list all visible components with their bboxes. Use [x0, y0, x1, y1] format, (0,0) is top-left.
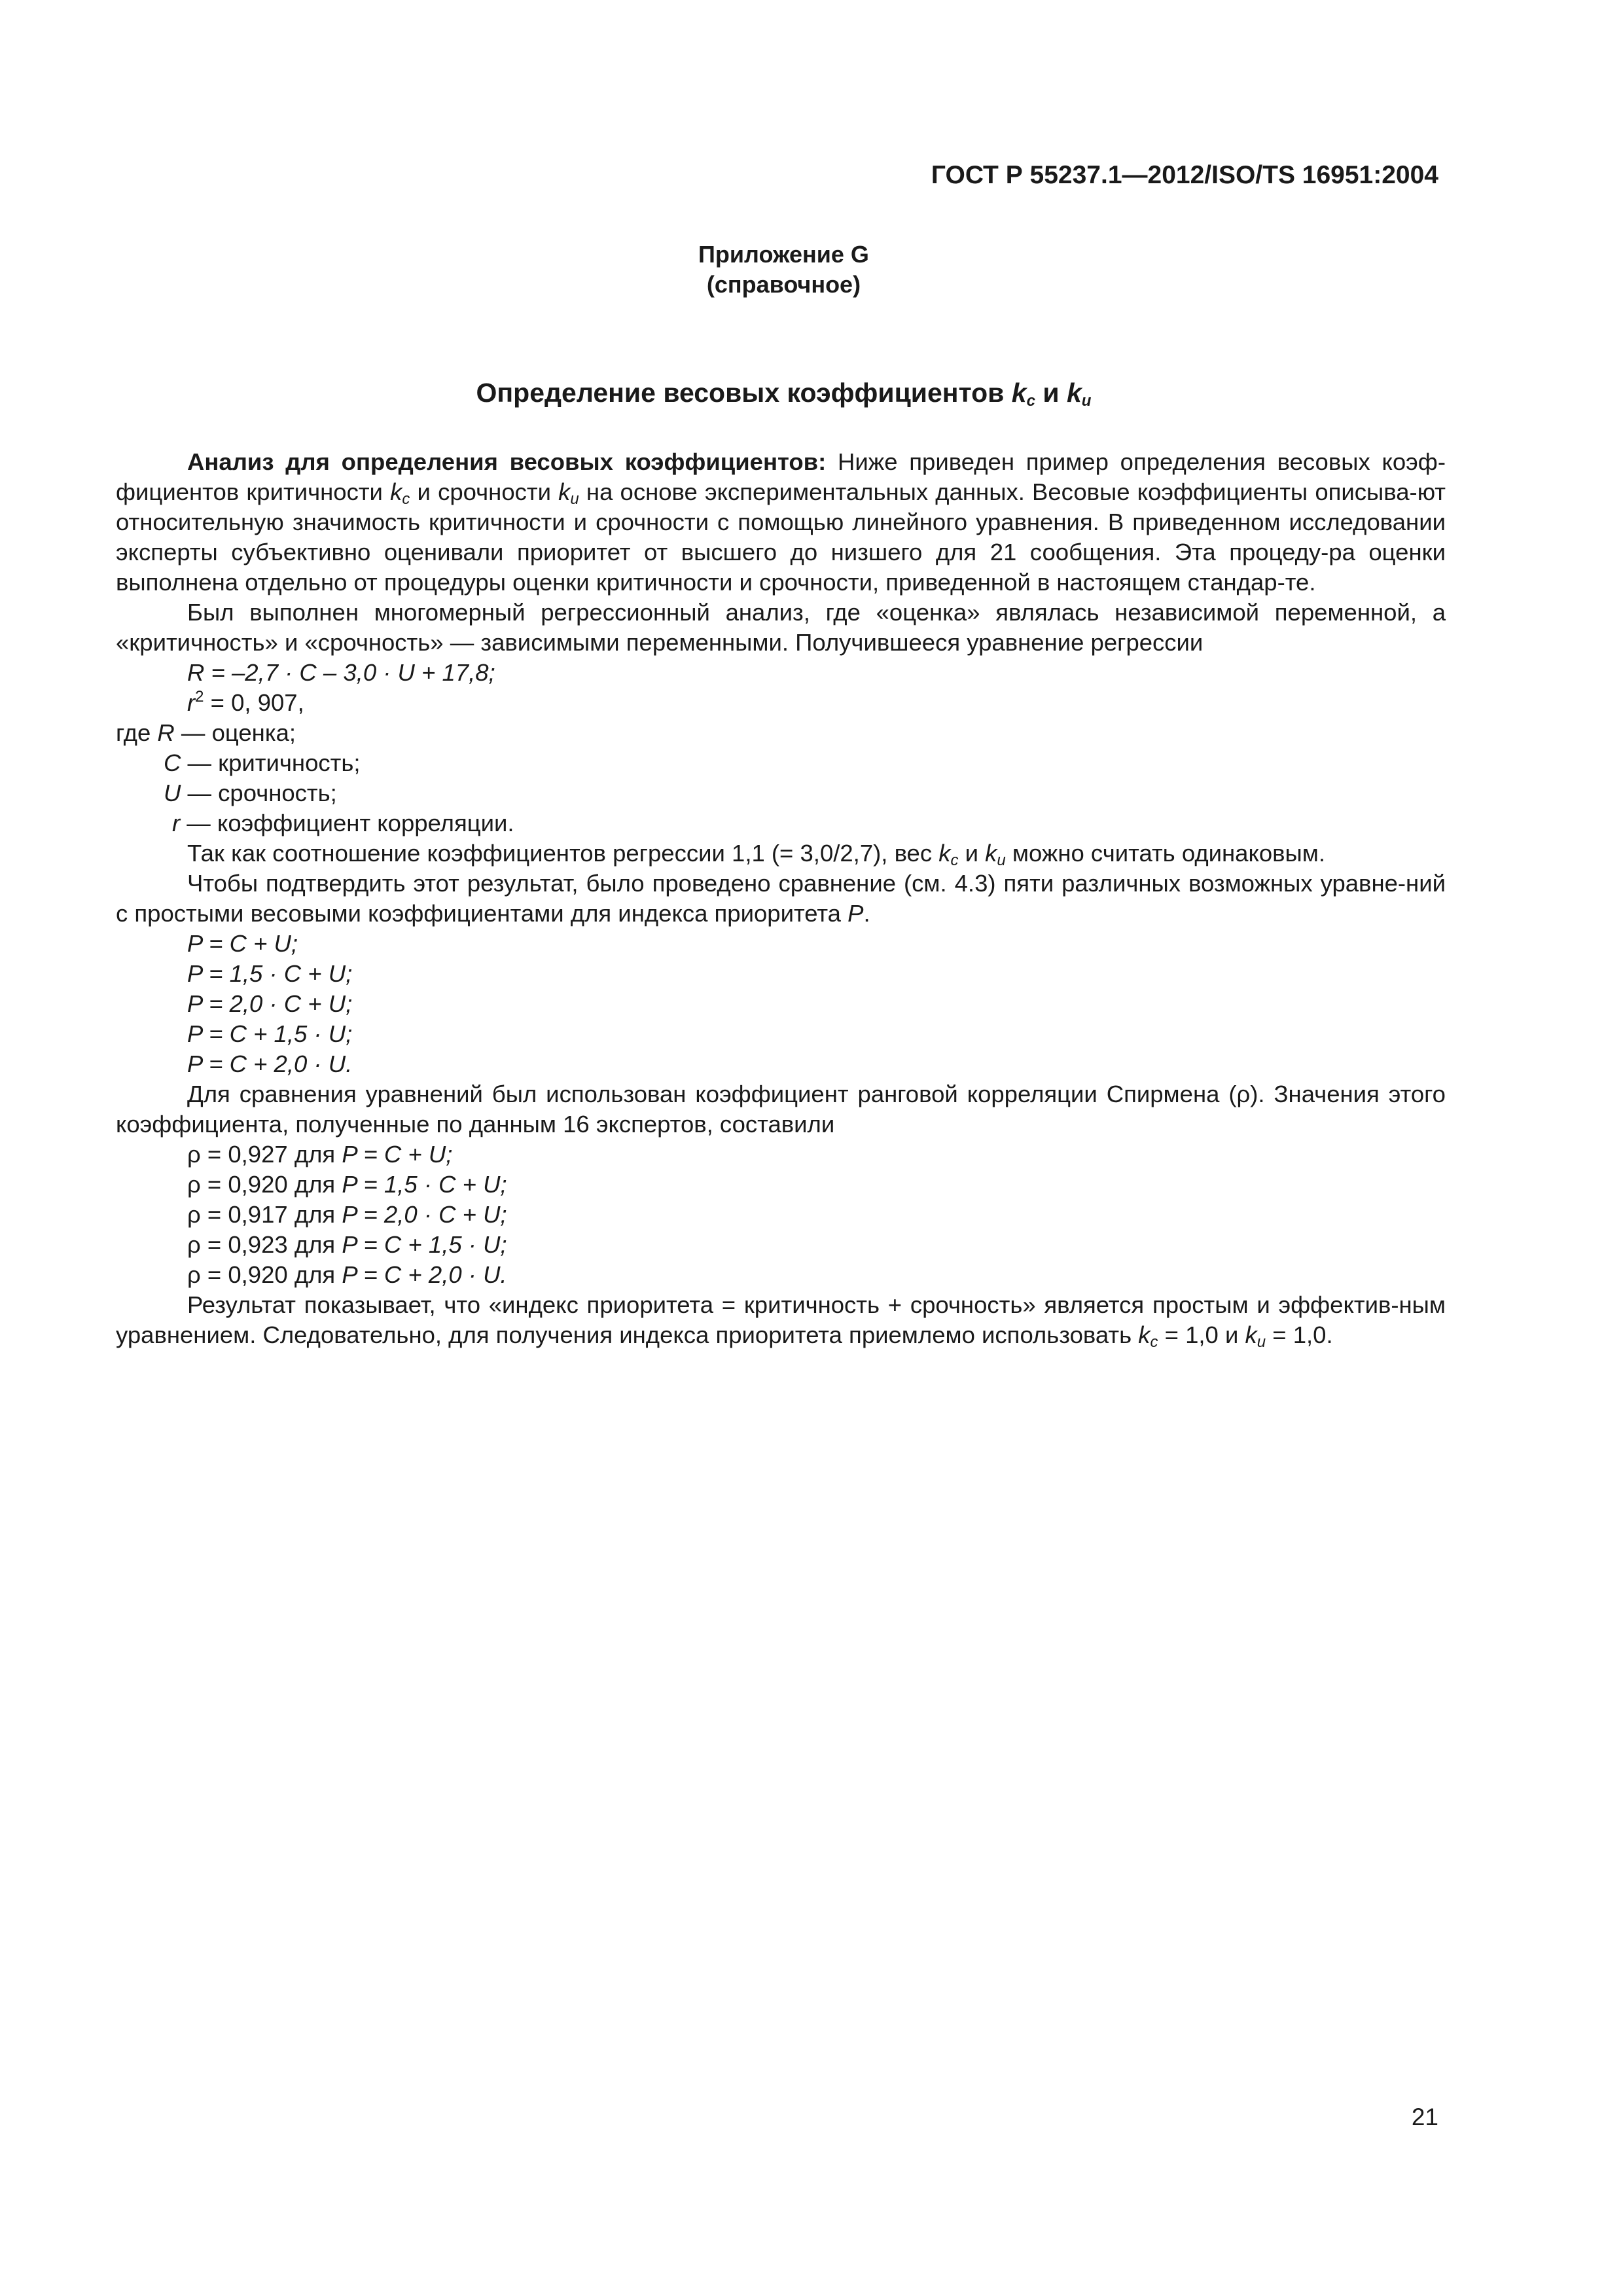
rho-value-2: ρ = 0,920 для P = 1,5 · C + U; [187, 1171, 507, 1198]
where-r-lower: r — коэффициент корреляции. [172, 810, 514, 836]
page-number: 21 [1411, 2104, 1438, 2130]
where-r: где R — оценка; [116, 719, 296, 746]
rho-value-4: ρ = 0,923 для P = C + 1,5 · U; [187, 1231, 507, 1258]
paragraph-lead: Анализ для определения весовых коэффициентов: [187, 448, 827, 475]
title-k-u: $k_u$ [1066, 378, 1092, 410]
rho-value-3: ρ = 0,917 для P = 2,0 · C + U; [187, 1201, 507, 1228]
annex-heading [0, 240, 1567, 300]
equation-5: P = C + 2,0 · U. [187, 1050, 353, 1077]
paragraph-regression: Был выполнен многомерный регрессионный анализ, где «оценка» являлась независимой переменной, а «критичность» и «срочность» — зависимыми переменными. Получившееся уравнение регрессии [116, 599, 1446, 656]
rho-value-5: ρ = 0,920 для P = C + 2,0 · U. [187, 1261, 507, 1288]
paragraph-ratio: Так как соотношение коэффициентов регрессии 1,1 (= 3,0/2,7), вес $k_c$ и $k_u$ можно считать одинаковым. [187, 840, 1326, 869]
paragraph-spearman: Для сравнения уравнений был использован коэффициент ранговой корреляции Спирмена (ρ). Значения этого коэффициента, полученные по данным 16 экспертов, составили [116, 1081, 1446, 1138]
annex-type: (справочное) [706, 271, 861, 298]
equation-2: P = 1,5 · C + U; [187, 960, 353, 987]
where-c: C — критичность; [164, 749, 361, 776]
document-body [116, 447, 1446, 1350]
standard-code: ГОСТ Р 55237.1—2012/ISO/TS 16951:2004 [931, 161, 1438, 189]
title-k-c: $k_c$ [1011, 378, 1035, 410]
annex-label: Приложение G [698, 241, 869, 268]
title-text: Определение весовых коэффициентов [476, 378, 1005, 408]
equation-r-squared: $r^2 = 0$, 907, [187, 688, 304, 716]
equation-regression: R = –2,7 · C – 3,0 · U + 17,8; [187, 659, 495, 686]
paragraph-comparison: Чтобы подтвердить этот результат, было проведено сравнение (см. 4.3) пяти различных возможных уравне-ний с простыми весовыми коэффициентами для индекса приоритета P. [116, 870, 1446, 927]
paragraph-analysis: Анализ для определения весовых коэффициентов: Ниже приведен пример определения весовых коэф-фициентов критичности $k_c$ и срочности $k_u$ на основе экспериментальных данных. Весовые коэффициенты описыва-ют относительную значимость критичности и срочности с помощью линейного уравнения. В приведенном исследовании эксперты субъективно оценивали приоритет от высшего до низшего для 21 сообщения. Эта процеду-ра оценки выполнена отдельно от процедуры оценки критичности и срочности, приведенной в настоящем стандар-те. [116, 448, 1446, 596]
where-u: U — срочность; [164, 780, 337, 806]
rho-value-1: ρ = 0,927 для P = C + U; [187, 1141, 453, 1168]
paragraph-conclusion: Результат показывает, что «индекс приоритета = критичность + срочность» является простым и эффектив-ным уравнением. Следовательно, для получения индекса приоритета приемлемо использовать $k_c = 1,0$ и $k_u = 1,0$. [116, 1291, 1446, 1351]
equation-3: P = 2,0 · C + U; [187, 990, 353, 1017]
equation-1: P = C + U; [187, 930, 298, 957]
section-title: Определение весовых коэффициентов $k_c$ и $k_u$ [476, 378, 1092, 410]
equation-4: P = C + 1,5 · U; [187, 1020, 353, 1047]
